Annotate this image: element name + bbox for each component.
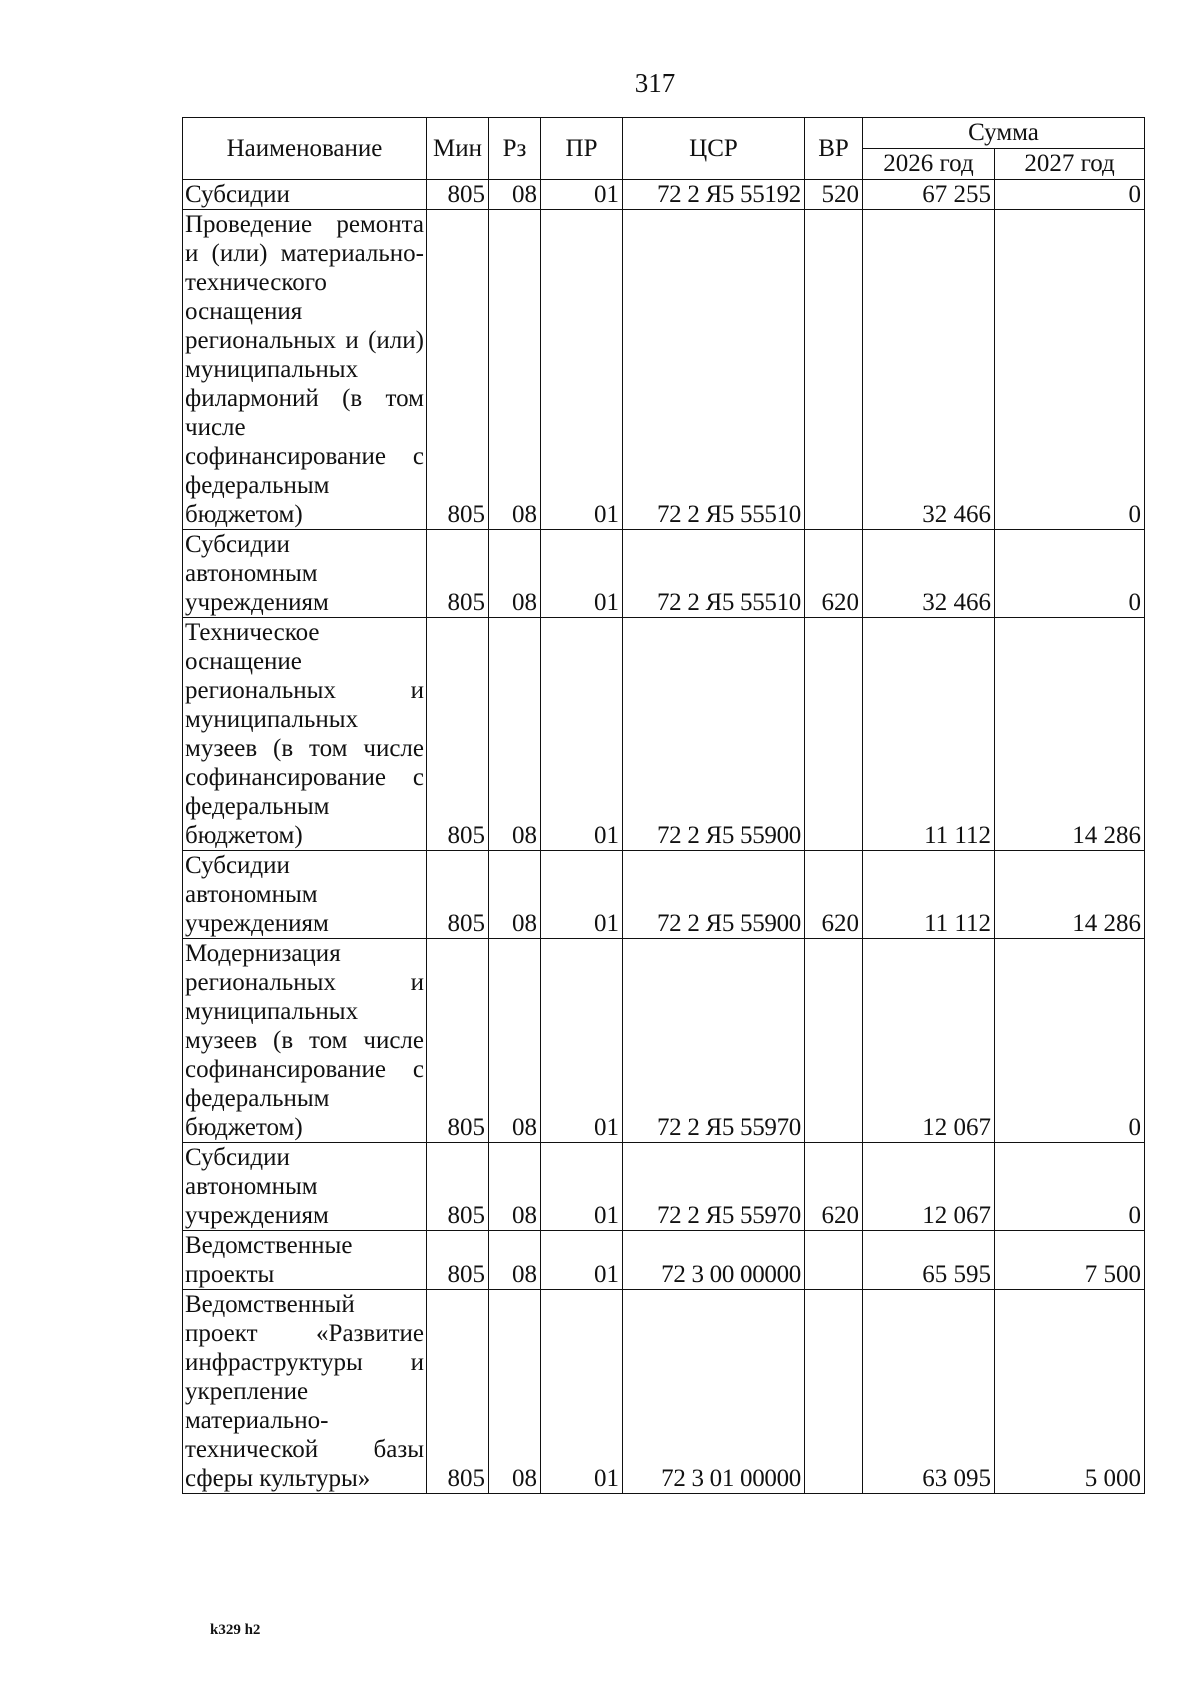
cell-sum-2026: 12 067	[863, 939, 995, 1143]
cell-sum-2027: 0	[995, 1143, 1145, 1231]
cell-csr: 72 2 Я5 55510	[623, 210, 805, 530]
cell-pr: 01	[541, 180, 623, 210]
cell-vr	[805, 618, 863, 851]
cell-sum-2026: 32 466	[863, 530, 995, 618]
cell-csr: 72 2 Я5 55510	[623, 530, 805, 618]
table-row	[183, 939, 1145, 1143]
cell-sum-2026: 67 255	[863, 180, 995, 210]
cell-rz: 08	[489, 1290, 541, 1494]
header-vr: ВР	[805, 118, 863, 180]
cell-min: 805	[427, 1231, 489, 1290]
header-pr: ПР	[541, 118, 623, 180]
cell-rz: 08	[489, 851, 541, 939]
cell-pr: 01	[541, 1290, 623, 1494]
cell-sum-2026: 11 112	[863, 618, 995, 851]
header-sum: Сумма	[863, 118, 1145, 149]
cell-pr: 01	[541, 851, 623, 939]
table-row	[183, 210, 1145, 530]
cell-rz: 08	[489, 618, 541, 851]
header-year-2027: 2027 год	[995, 149, 1145, 180]
cell-rz: 08	[489, 1231, 541, 1290]
cell-sum-2026: 12 067	[863, 1143, 995, 1231]
cell-sum-2027: 0	[995, 210, 1145, 530]
cell-sum-2027: 0	[995, 939, 1145, 1143]
header-row-top	[183, 118, 1145, 149]
table-row	[183, 1143, 1145, 1231]
header-csr: ЦСР	[623, 118, 805, 180]
cell-rz: 08	[489, 210, 541, 530]
header-name: Наименование	[183, 118, 427, 180]
cell-min: 805	[427, 851, 489, 939]
cell-min: 805	[427, 180, 489, 210]
table-row	[183, 851, 1145, 939]
table-row	[183, 530, 1145, 618]
table-row	[183, 1290, 1145, 1494]
cell-csr: 72 2 Я5 55970	[623, 939, 805, 1143]
page-number: 317	[634, 68, 676, 98]
cell-csr: 72 2 Я5 55192	[623, 180, 805, 210]
cell-min: 805	[427, 530, 489, 618]
cell-vr	[805, 1290, 863, 1494]
footer-code: k329 h2	[210, 1622, 261, 1638]
cell-sum-2026: 63 095	[863, 1290, 995, 1494]
cell-vr: 620	[805, 1143, 863, 1231]
cell-sum-2026: 32 466	[863, 210, 995, 530]
cell-name: Проведение ремонта и (или) материально-технического оснащения региональных и (или) муниципальных филармоний (в том числе софинансирование с федеральным бюджетом)	[183, 210, 427, 530]
cell-pr: 01	[541, 530, 623, 618]
cell-vr: 620	[805, 851, 863, 939]
cell-min: 805	[427, 1143, 489, 1231]
cell-min: 805	[427, 939, 489, 1143]
cell-csr: 72 2 Я5 55970	[623, 1143, 805, 1231]
cell-name: Субсидии автономным учреждениям	[183, 530, 427, 618]
cell-sum-2027: 0	[995, 530, 1145, 618]
cell-min: 805	[427, 1290, 489, 1494]
cell-name: Техническое оснащение региональных и муниципальных музеев (в том числе софинансирование с федеральным бюджетом)	[183, 618, 427, 851]
cell-csr: 72 2 Я5 55900	[623, 851, 805, 939]
cell-sum-2027: 0	[995, 180, 1145, 210]
cell-name: Ведомственный проект «Развитие инфраструктуры и укрепление материально-технической базы сферы культуры»	[183, 1290, 427, 1494]
cell-name: Модернизация региональных и муниципальных музеев (в том числе софинансирование с федеральным бюджетом)	[183, 939, 427, 1143]
cell-sum-2026: 11 112	[863, 851, 995, 939]
table-body	[183, 180, 1145, 1494]
cell-rz: 08	[489, 939, 541, 1143]
cell-pr: 01	[541, 1231, 623, 1290]
cell-name: Субсидии автономным учреждениям	[183, 851, 427, 939]
cell-sum-2027: 14 286	[995, 851, 1145, 939]
cell-min: 805	[427, 210, 489, 530]
budget-table	[182, 117, 1145, 1494]
cell-vr: 520	[805, 180, 863, 210]
header-min: Мин	[427, 118, 489, 180]
cell-rz: 08	[489, 530, 541, 618]
table-header	[183, 118, 1145, 180]
cell-sum-2027: 5 000	[995, 1290, 1145, 1494]
cell-sum-2027: 14 286	[995, 618, 1145, 851]
cell-pr: 01	[541, 210, 623, 530]
cell-vr: 620	[805, 530, 863, 618]
table-row	[183, 1231, 1145, 1290]
cell-rz: 08	[489, 180, 541, 210]
cell-csr: 72 2 Я5 55900	[623, 618, 805, 851]
cell-vr	[805, 210, 863, 530]
table-row	[183, 618, 1145, 851]
cell-name: Ведомственные проекты	[183, 1231, 427, 1290]
cell-csr: 72 3 00 00000	[623, 1231, 805, 1290]
cell-csr: 72 3 01 00000	[623, 1290, 805, 1494]
header-year-2026: 2026 год	[863, 149, 995, 180]
cell-vr	[805, 1231, 863, 1290]
cell-rz: 08	[489, 1143, 541, 1231]
cell-vr	[805, 939, 863, 1143]
header-rz: Рз	[489, 118, 541, 180]
cell-sum-2026: 65 595	[863, 1231, 995, 1290]
cell-pr: 01	[541, 1143, 623, 1231]
table-row	[183, 180, 1145, 210]
cell-name: Субсидии автономным учреждениям	[183, 1143, 427, 1231]
cell-pr: 01	[541, 618, 623, 851]
cell-pr: 01	[541, 939, 623, 1143]
cell-min: 805	[427, 618, 489, 851]
cell-sum-2027: 7 500	[995, 1231, 1145, 1290]
cell-name: Субсидии	[183, 180, 427, 210]
